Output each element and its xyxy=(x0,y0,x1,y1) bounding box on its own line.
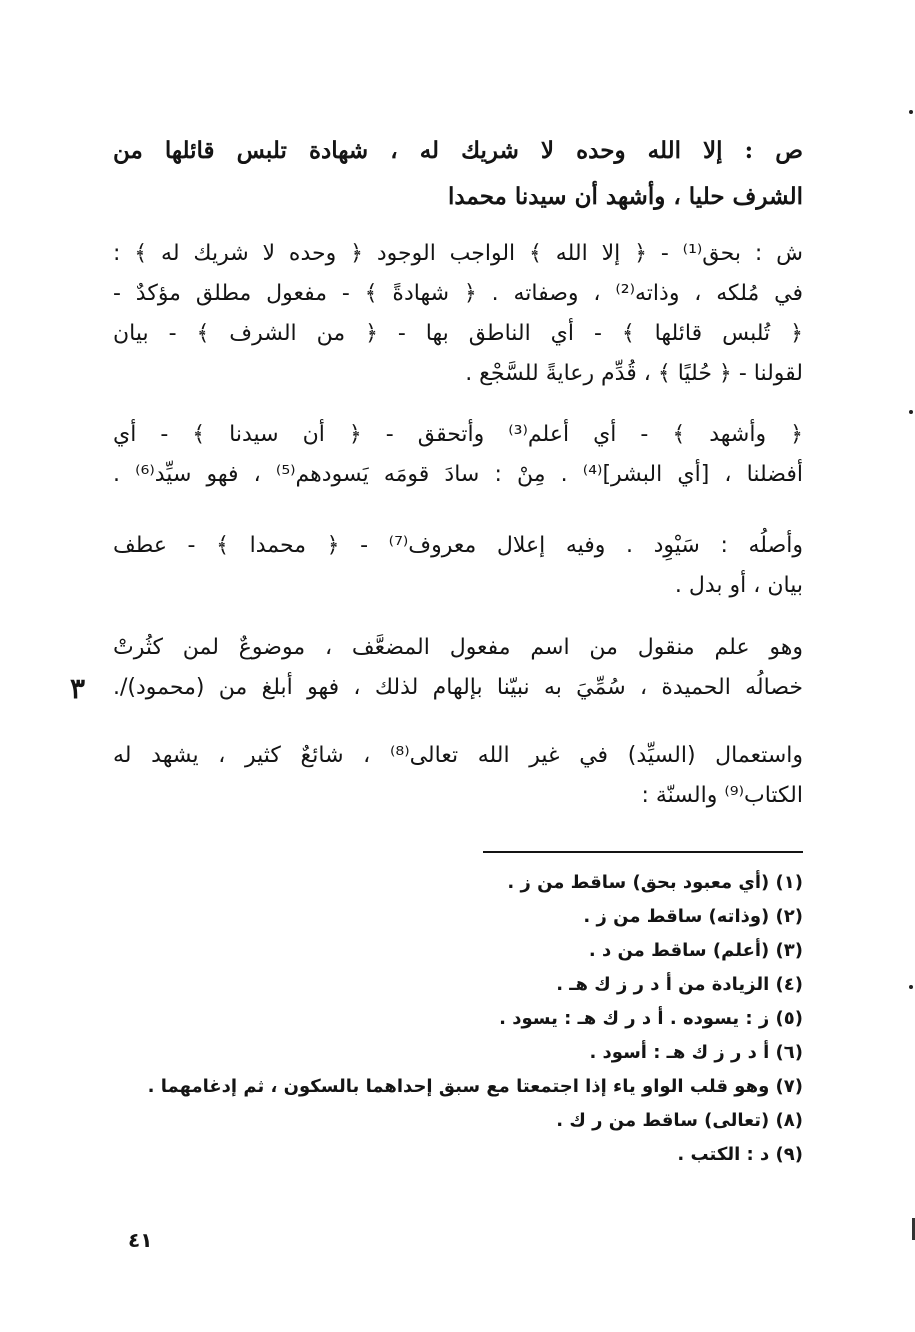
scan-speck xyxy=(909,410,913,414)
text-line: أفضلنا ، [أي البشر]⁽⁴⁾ . مِنْ : سادَ قومَه يَسودهم⁽⁵⁾ ، فهو سيِّد⁽⁶⁾ . xyxy=(113,462,803,487)
footnote: (٤) الزيادة من أ د ر ز ك هـ . xyxy=(556,974,803,995)
footnotes xyxy=(113,866,803,1172)
matn-line: ص : إلا الله وحده لا شريك له ، شهادة تلبس قائلها من xyxy=(113,137,803,164)
text-line: في مُلكه ، وذاته⁽²⁾ ، وصفاته . ﴿ شهادةً ﴾ - مفعول مطلق مؤكدٌ - xyxy=(113,281,803,306)
manuscript-folio-marker: ٣ xyxy=(70,672,86,705)
sharh-paragraph-2 xyxy=(113,415,803,495)
page-number: ٤١ xyxy=(128,1228,153,1252)
text-line: خصالُه الحميدة ، سُمِّيَ به نبيّنا بإلهام لذلك ، فهو أبلغ من (محمود)/. xyxy=(113,675,803,700)
text-line: واستعمال (السيِّد) في غير الله تعالى⁽⁸⁾ ، شائعٌ كثير ، يشهد له xyxy=(113,743,804,768)
footnote: (٢) (وذاته) ساقط من ز . xyxy=(583,906,803,927)
footnote: (٩) د : الكتب . xyxy=(677,1144,803,1165)
footnote: (٦) أ د ر ز ك هـ : أسود . xyxy=(589,1042,803,1063)
text-line: بيان ، أو بدل . xyxy=(674,573,803,598)
footnote: (٨) (تعالى) ساقط من ر ك . xyxy=(556,1110,803,1131)
matn-line: الشرف حليا ، وأشهد أن سيدنا محمدا xyxy=(447,183,803,210)
text-line: الكتاب⁽⁹⁾ والسنّة : xyxy=(641,783,803,808)
text-line: لقولنا - ﴿ حُليًا ﴾ ، قُدِّم رعايةً للسَّجْع . xyxy=(465,361,803,386)
matn-text xyxy=(113,128,803,220)
text-line: ﴿ تُلبس قائلها ﴾ - أي الناطق بها - ﴿ من الشرف ﴾ - بيان xyxy=(113,321,803,346)
sharh-paragraph-5 xyxy=(113,736,803,816)
sharh-paragraph-4 xyxy=(113,628,803,708)
text-line: ش : بحق⁽¹⁾ - ﴿ إلا الله ﴾ الواجب الوجود ﴿ وحده لا شريك له ﴾ : xyxy=(113,241,803,266)
text-line: ﴿ وأشهد ﴾ - أي أعلم⁽³⁾ وأتحقق - ﴿ أن سيدنا ﴾ - أي xyxy=(113,422,803,447)
scan-speck xyxy=(909,985,913,989)
text-line: وأصلُه : سَيْوِد . وفيه إعلال معروف⁽⁷⁾ - ﴿ محمدا ﴾ - عطف xyxy=(113,533,803,558)
footnote: (٣) (أعلم) ساقط من د . xyxy=(588,940,803,961)
scan-speck xyxy=(909,110,913,114)
text-line: وهو علم منقول من اسم مفعول المضعَّف ، موضوعٌ لمن كثُرتْ xyxy=(113,635,803,660)
footnote: (٥) ز : يسوده . أ د ر ك هـ : يسود . xyxy=(499,1008,803,1029)
footnote: (١) (أي معبود بحق) ساقط من ز . xyxy=(507,872,803,893)
sharh-paragraph-3 xyxy=(113,526,803,606)
footnote: (٧) وهو قلب الواو ياء إذا اجتمعتا مع سبق إحداهما بالسكون ، ثم إدغامهما . xyxy=(147,1076,803,1097)
sharh-paragraph-1 xyxy=(113,234,803,394)
footnote-separator xyxy=(483,851,803,853)
